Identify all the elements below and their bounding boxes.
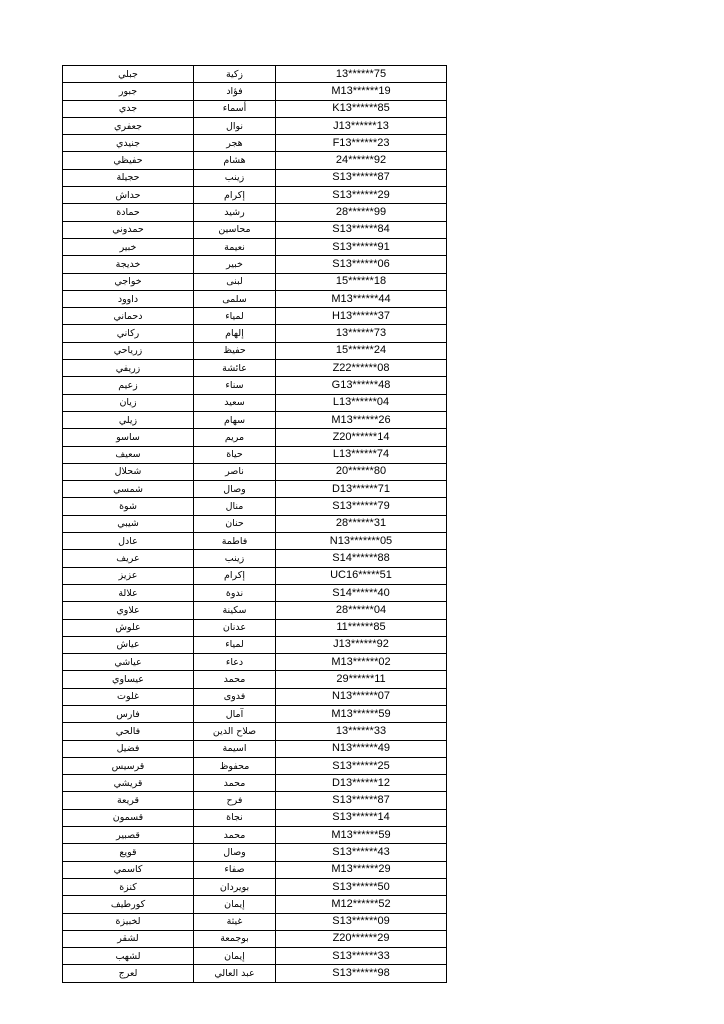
family-name-cell: ساسو: [63, 429, 194, 446]
table-row: [63, 221, 447, 238]
family-name-cell: فضيل: [63, 740, 194, 757]
first-name-cell: لمياء: [194, 636, 276, 653]
id-code-cell: S13******87: [276, 169, 447, 186]
first-name-cell: عائشة: [194, 360, 276, 377]
family-name-cell: دحماني: [63, 308, 194, 325]
table-row: [63, 861, 447, 878]
table-row: [63, 308, 447, 325]
table-row: [63, 152, 447, 169]
id-code-cell: M13******59: [276, 705, 447, 722]
id-code-cell: D13******12: [276, 775, 447, 792]
family-name-cell: كاسمي: [63, 861, 194, 878]
table-row: [63, 360, 447, 377]
family-name-cell: جنيدي: [63, 135, 194, 152]
family-name-cell: جعفري: [63, 117, 194, 134]
family-name-cell: علوش: [63, 619, 194, 636]
id-code-cell: S13******79: [276, 498, 447, 515]
table-row: [63, 187, 447, 204]
table-row: [63, 896, 447, 913]
id-code-cell: S13******33: [276, 948, 447, 965]
first-name-cell: محاسين: [194, 221, 276, 238]
first-name-cell: إلهام: [194, 325, 276, 342]
table-row: [63, 66, 447, 83]
first-name-cell: فاطمة: [194, 533, 276, 550]
id-code-cell: M13******59: [276, 827, 447, 844]
table-row: [63, 584, 447, 601]
id-code-cell: Z22******08: [276, 360, 447, 377]
id-code-cell: S13******09: [276, 913, 447, 930]
table-row: [63, 290, 447, 307]
first-name-cell: ناصر: [194, 463, 276, 480]
first-name-cell: لمياء: [194, 308, 276, 325]
family-name-cell: كورطيف: [63, 896, 194, 913]
family-name-cell: عيساوي: [63, 671, 194, 688]
family-name-cell: زيلي: [63, 411, 194, 428]
first-name-cell: صلاح الدين: [194, 723, 276, 740]
table-row: [63, 238, 447, 255]
family-name-cell: شيبي: [63, 515, 194, 532]
id-code-cell: J13******13: [276, 117, 447, 134]
family-name-cell: عزيز: [63, 567, 194, 584]
first-name-cell: فؤاد: [194, 83, 276, 100]
id-code-cell: S14******88: [276, 550, 447, 567]
family-name-cell: لعرج: [63, 965, 194, 982]
table-row: [63, 429, 447, 446]
id-code-cell: Z20******14: [276, 429, 447, 446]
family-name-cell: خديجة: [63, 256, 194, 273]
family-name-cell: قسمون: [63, 809, 194, 826]
first-name-cell: إيمان: [194, 948, 276, 965]
table-row: [63, 878, 447, 895]
family-name-cell: حداش: [63, 187, 194, 204]
table-row: [63, 377, 447, 394]
family-name-cell: شحلال: [63, 463, 194, 480]
id-code-cell: S13******06: [276, 256, 447, 273]
first-name-cell: فدوى: [194, 688, 276, 705]
id-code-cell: 20******80: [276, 463, 447, 480]
first-name-cell: حفيظ: [194, 342, 276, 359]
family-name-cell: حجيلة: [63, 169, 194, 186]
family-name-cell: حفيظي: [63, 152, 194, 169]
table-row: [63, 273, 447, 290]
table-row: [63, 83, 447, 100]
id-code-cell: 28******04: [276, 602, 447, 619]
id-code-cell: 15******18: [276, 273, 447, 290]
table-row: [63, 602, 447, 619]
id-code-cell: 24******92: [276, 152, 447, 169]
id-code-cell: 13******33: [276, 723, 447, 740]
family-name-cell: خبير: [63, 238, 194, 255]
family-name-cell: قريشي: [63, 775, 194, 792]
table-row: [63, 913, 447, 930]
first-name-cell: غيثة: [194, 913, 276, 930]
family-name-cell: جدي: [63, 100, 194, 117]
id-code-cell: 29******11: [276, 671, 447, 688]
table-row: [63, 809, 447, 826]
family-name-cell: عياشي: [63, 654, 194, 671]
first-name-cell: إيمان: [194, 896, 276, 913]
family-name-cell: جبور: [63, 83, 194, 100]
family-name-cell: فالحي: [63, 723, 194, 740]
table-row: [63, 411, 447, 428]
first-name-cell: زكية: [194, 66, 276, 83]
family-name-cell: علاوي: [63, 602, 194, 619]
table-row: [63, 100, 447, 117]
table-row: [63, 169, 447, 186]
first-name-cell: وصال: [194, 844, 276, 861]
first-name-cell: إكرام: [194, 567, 276, 584]
first-name-cell: أسماء: [194, 100, 276, 117]
family-name-cell: خواجي: [63, 273, 194, 290]
table-row: [63, 204, 447, 221]
id-code-cell: N13******07: [276, 688, 447, 705]
first-name-cell: هجر: [194, 135, 276, 152]
id-code-cell: S13******25: [276, 757, 447, 774]
table-row: [63, 446, 447, 463]
names-table: [62, 65, 447, 983]
id-code-cell: G13******48: [276, 377, 447, 394]
table-body: [63, 66, 447, 983]
id-code-cell: 13******73: [276, 325, 447, 342]
table-row: [63, 463, 447, 480]
first-name-cell: خبير: [194, 256, 276, 273]
family-name-cell: شمسي: [63, 481, 194, 498]
table-row: [63, 740, 447, 757]
id-code-cell: M13******29: [276, 861, 447, 878]
table-row: [63, 550, 447, 567]
first-name-cell: هشام: [194, 152, 276, 169]
table-row: [63, 481, 447, 498]
id-code-cell: 15******24: [276, 342, 447, 359]
first-name-cell: بوجمعة: [194, 930, 276, 947]
id-code-cell: S13******50: [276, 878, 447, 895]
family-name-cell: زريفي: [63, 360, 194, 377]
family-name-cell: غلوت: [63, 688, 194, 705]
first-name-cell: منال: [194, 498, 276, 515]
id-code-cell: N13*******05: [276, 533, 447, 550]
table-row: [63, 930, 447, 947]
table-row: [63, 533, 447, 550]
family-name-cell: عياش: [63, 636, 194, 653]
id-code-cell: 28******31: [276, 515, 447, 532]
first-name-cell: سناء: [194, 377, 276, 394]
first-name-cell: اسيمة: [194, 740, 276, 757]
family-name-cell: عادل: [63, 533, 194, 550]
first-name-cell: وصال: [194, 481, 276, 498]
table-row: [63, 723, 447, 740]
id-code-cell: Z20******29: [276, 930, 447, 947]
id-code-cell: F13******23: [276, 135, 447, 152]
table-row: [63, 325, 447, 342]
family-name-cell: زيان: [63, 394, 194, 411]
family-name-cell: قريعة: [63, 792, 194, 809]
table-row: [63, 117, 447, 134]
first-name-cell: بويردان: [194, 878, 276, 895]
first-name-cell: لبنى: [194, 273, 276, 290]
table-row: [63, 775, 447, 792]
id-code-cell: M13******26: [276, 411, 447, 428]
table-row: [63, 654, 447, 671]
first-name-cell: سعيد: [194, 394, 276, 411]
first-name-cell: دعاء: [194, 654, 276, 671]
id-code-cell: M13******44: [276, 290, 447, 307]
first-name-cell: نعيمة: [194, 238, 276, 255]
first-name-cell: عدنان: [194, 619, 276, 636]
family-name-cell: زرياحي: [63, 342, 194, 359]
table-row: [63, 515, 447, 532]
id-code-cell: S13******14: [276, 809, 447, 826]
table-row: [63, 567, 447, 584]
first-name-cell: مريم: [194, 429, 276, 446]
family-name-cell: حمدوني: [63, 221, 194, 238]
id-code-cell: 28******99: [276, 204, 447, 221]
first-name-cell: إكرام: [194, 187, 276, 204]
family-name-cell: لشقر: [63, 930, 194, 947]
table-row: [63, 965, 447, 982]
first-name-cell: محمد: [194, 775, 276, 792]
table-row: [63, 135, 447, 152]
id-code-cell: S14******40: [276, 584, 447, 601]
first-name-cell: صفاء: [194, 861, 276, 878]
first-name-cell: محفوظ: [194, 757, 276, 774]
id-code-cell: L13******04: [276, 394, 447, 411]
id-code-cell: UC16*****51: [276, 567, 447, 584]
first-name-cell: نوال: [194, 117, 276, 134]
id-code-cell: 13******75: [276, 66, 447, 83]
id-code-cell: K13******85: [276, 100, 447, 117]
table-row: [63, 256, 447, 273]
table-row: [63, 827, 447, 844]
first-name-cell: محمد: [194, 671, 276, 688]
family-name-cell: فارس: [63, 705, 194, 722]
table-row: [63, 342, 447, 359]
id-code-cell: J13******92: [276, 636, 447, 653]
id-code-cell: S13******87: [276, 792, 447, 809]
family-name-cell: شوة: [63, 498, 194, 515]
table-row: [63, 844, 447, 861]
table-row: [63, 636, 447, 653]
table-row: [63, 948, 447, 965]
family-name-cell: قرسيس: [63, 757, 194, 774]
family-name-cell: علالة: [63, 584, 194, 601]
first-name-cell: سلمى: [194, 290, 276, 307]
id-code-cell: M13******19: [276, 83, 447, 100]
id-code-cell: M12******52: [276, 896, 447, 913]
id-code-cell: S13******43: [276, 844, 447, 861]
first-name-cell: حياة: [194, 446, 276, 463]
table-row: [63, 394, 447, 411]
family-name-cell: ركاني: [63, 325, 194, 342]
family-name-cell: سعيف: [63, 446, 194, 463]
first-name-cell: آمال: [194, 705, 276, 722]
first-name-cell: زينب: [194, 169, 276, 186]
id-code-cell: 11******85: [276, 619, 447, 636]
family-name-cell: حمادة: [63, 204, 194, 221]
family-name-cell: كنزة: [63, 878, 194, 895]
first-name-cell: سكينة: [194, 602, 276, 619]
first-name-cell: عبد العالي: [194, 965, 276, 982]
id-code-cell: M13******02: [276, 654, 447, 671]
id-code-cell: S13******84: [276, 221, 447, 238]
family-name-cell: لخبيزة: [63, 913, 194, 930]
table-row: [63, 705, 447, 722]
table-row: [63, 498, 447, 515]
id-code-cell: S13******98: [276, 965, 447, 982]
table-row: [63, 688, 447, 705]
first-name-cell: سهام: [194, 411, 276, 428]
id-code-cell: D13******71: [276, 481, 447, 498]
table-row: [63, 757, 447, 774]
family-name-cell: قصبير: [63, 827, 194, 844]
id-code-cell: N13******49: [276, 740, 447, 757]
family-name-cell: لشهب: [63, 948, 194, 965]
first-name-cell: ندوة: [194, 584, 276, 601]
first-name-cell: رشيد: [194, 204, 276, 221]
first-name-cell: محمد: [194, 827, 276, 844]
family-name-cell: جبلي: [63, 66, 194, 83]
table-row: [63, 792, 447, 809]
first-name-cell: نجاة: [194, 809, 276, 826]
id-code-cell: L13******74: [276, 446, 447, 463]
table-row: [63, 619, 447, 636]
family-name-cell: داوود: [63, 290, 194, 307]
family-name-cell: زعيم: [63, 377, 194, 394]
family-name-cell: عريف: [63, 550, 194, 567]
id-code-cell: S13******29: [276, 187, 447, 204]
id-code-cell: H13******37: [276, 308, 447, 325]
first-name-cell: زينب: [194, 550, 276, 567]
id-code-cell: S13******91: [276, 238, 447, 255]
first-name-cell: فرح: [194, 792, 276, 809]
first-name-cell: حنان: [194, 515, 276, 532]
table-row: [63, 671, 447, 688]
family-name-cell: قويع: [63, 844, 194, 861]
